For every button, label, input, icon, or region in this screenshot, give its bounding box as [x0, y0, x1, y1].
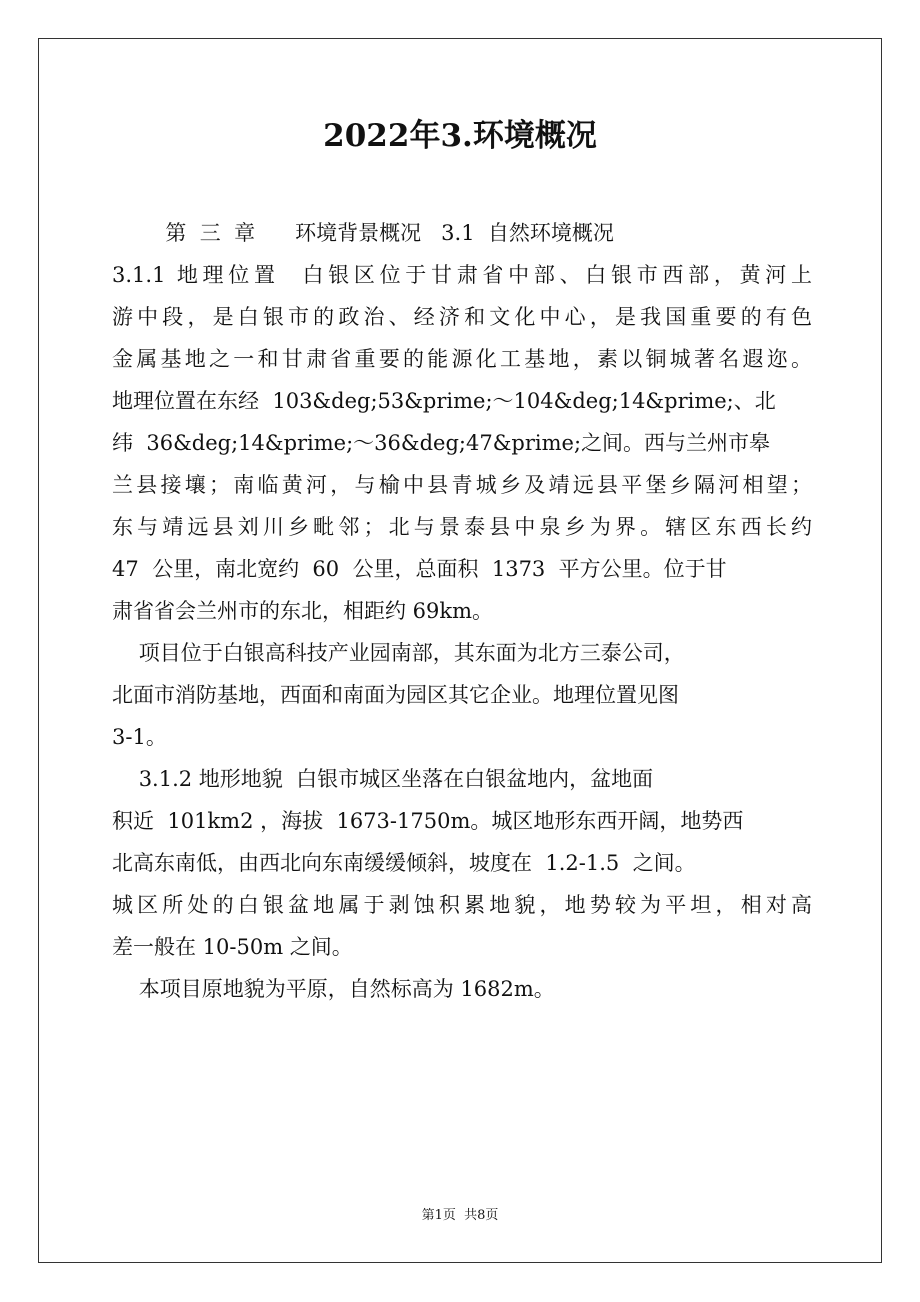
body-line: 3.1.2 地形地貌 白银市城区坐落在白银盆地内，盆地面: [112, 767, 654, 791]
body-line: 纬 36&deg;14&prime;～36&deg;47&prime;之间。西与兰州市皋: [112, 431, 771, 455]
body-line: 兰县接壤；南临黄河，与榆中县青城乡及靖远县平堡乡隔河相望；: [112, 473, 812, 497]
page-number-footer: 第1页 共8页: [421, 1208, 499, 1223]
body-line: 北面市消防基地，西面和南面为园区其它企业。地理位置见图: [112, 683, 679, 707]
body-line: 金属基地之一和甘肃省重要的能源化工基地，素以铜城著名遐迩。: [112, 347, 812, 371]
document-title: 2022年3.环境概况: [323, 118, 597, 154]
body-line: 3-1。: [112, 725, 167, 749]
body-line: 3.1.1 地理位置 白银区位于甘肃省中部、白银市西部，黄河上: [112, 263, 812, 287]
body-line: 差一般在 10-50m 之间。: [112, 935, 353, 959]
body-line: 游中段，是白银市的政治、经济和文化中心，是我国重要的有色: [112, 305, 812, 329]
body-line: 城区所处的白银盆地属于剥蚀积累地貌，地势较为平坦，相对高: [112, 893, 812, 917]
body-line: 东与靖远县刘川乡毗邻；北与景泰县中泉乡为界。辖区东西长约: [112, 515, 812, 539]
body-line: 地理位置在东经 103&deg;53&prime;～104&deg;14&prime;、北: [112, 389, 776, 413]
body-line: 项目位于白银高科技产业园南部，其东面为北方三泰公司，: [112, 641, 685, 665]
body-line: 积近 101km2 ，海拔 1673-1750m。城区地形东西开阔，地势西: [112, 809, 744, 833]
document-body: [112, 212, 812, 1010]
body-line: 47 公里，南北宽约 60 公里，总面积 1373 平方公里。位于甘: [112, 557, 727, 581]
body-line: 北高东南低，由西北向东南缓缓倾斜，坡度在 1.2-1.5 之间。: [112, 851, 696, 875]
body-line: 肃省省会兰州市的东北，相距约 69km。: [112, 599, 494, 623]
body-line: 本项目原地貌为平原，自然标高为 1682m。: [112, 977, 555, 1001]
body-line: 第 三 章 环境背景概况 3.1 自然环境概况: [112, 221, 614, 245]
